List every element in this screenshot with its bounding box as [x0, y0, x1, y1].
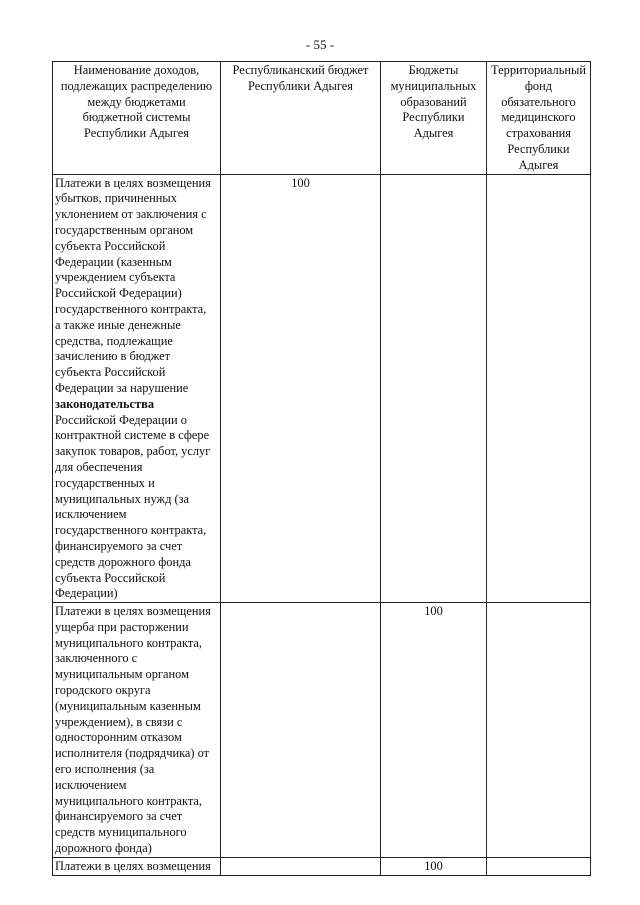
header-republican-budget — [221, 62, 381, 175]
revenue-name-line: учреждением), в связи с — [55, 714, 183, 729]
revenue-name-line: Федерации (казенным — [55, 254, 172, 269]
table-row — [53, 857, 591, 875]
header-line: Республики — [507, 141, 570, 156]
header-line: Наименование доходов, — [73, 63, 200, 77]
header-line: Республики Адыгея — [248, 78, 353, 93]
header-line: страхования — [506, 126, 571, 141]
revenue-name-line: Российской Федерации о — [55, 412, 187, 427]
republican-budget-share — [221, 857, 381, 875]
header-line: обязательного — [501, 94, 576, 109]
territorial-fund-share — [487, 857, 591, 875]
table-row — [53, 174, 591, 603]
page-number: - 55 - — [305, 37, 335, 52]
revenue-name-line: Федерации за нарушение — [55, 380, 189, 395]
header-line: подлежащих распределению — [60, 78, 213, 93]
revenue-name-line: государственного контракта, — [55, 301, 207, 316]
header-line: медицинского — [501, 110, 576, 125]
municipal-budget-share: 100 — [381, 603, 487, 858]
revenue-name-line: исполнителя (подрядчика) от — [55, 746, 210, 761]
header-line: муниципальных — [390, 78, 477, 93]
revenue-name-line: дорожного фонда) — [55, 841, 152, 856]
revenue-name-line: государственного контракта, — [55, 523, 207, 538]
revenue-name-line: заключенного с — [55, 651, 138, 666]
revenue-name-line: субъекта Российской — [55, 365, 166, 380]
revenue-name-line: Платежи в целях возмещения — [55, 175, 211, 190]
revenue-name-line: муниципального контракта, — [55, 793, 203, 808]
revenue-name-line: зачислению в бюджет — [55, 349, 171, 364]
revenue-name-line: (муниципальным казенным — [55, 698, 201, 713]
header-line: Республики Адыгея — [84, 126, 189, 141]
revenue-name-line: государственным органом — [55, 222, 194, 237]
revenue-name-line: средства, подлежащие — [55, 333, 173, 348]
revenue-name-line: Российской Федерации) — [55, 286, 182, 301]
revenue-name-line: контрактной системе в сфере — [55, 428, 210, 443]
header-line: между бюджетами — [87, 94, 186, 109]
revenue-name-line: законодательства — [55, 396, 155, 411]
revenue-distribution-table — [52, 61, 591, 876]
revenue-name-line: исключением — [55, 777, 127, 792]
revenue-name-line: ущерба при расторжении — [55, 619, 189, 634]
header-line: образований — [400, 94, 467, 109]
revenue-name-line: Платежи в целях возмещения — [55, 858, 211, 873]
header-revenue-name — [53, 62, 221, 175]
header-line: бюджетной системы — [82, 110, 191, 125]
header-line: Адыгея — [413, 126, 454, 141]
revenue-name-line: исключением — [55, 507, 127, 522]
revenue-name-line: закупок товаров, работ, услуг — [55, 444, 211, 459]
revenue-name-line: городского округа — [55, 683, 151, 698]
header-line: Республики — [402, 110, 465, 125]
header-territorial-fund — [487, 62, 591, 175]
revenue-name-cell — [53, 603, 221, 858]
territorial-fund-share — [487, 174, 591, 603]
revenue-name-line: субъекта Российской — [55, 570, 166, 585]
revenue-name-line: муниципальным органом — [55, 667, 189, 682]
revenue-name-line: учреждением субъекта — [55, 270, 176, 285]
header-municipal-budgets — [381, 62, 487, 175]
header-line: Республиканский бюджет — [232, 63, 369, 77]
republican-budget-share: 100 — [221, 174, 381, 603]
revenue-name-cell — [53, 857, 221, 875]
revenue-name-line: уклонением от заключения с — [55, 207, 207, 222]
revenue-name-line: государственных и — [55, 475, 155, 490]
municipal-budget-share — [381, 174, 487, 603]
revenue-name-line: субъекта Российской — [55, 238, 166, 253]
table-header-row — [53, 62, 591, 175]
revenue-name-line: финансируемого за счет — [55, 809, 183, 824]
table-row — [53, 603, 591, 858]
header-line: Бюджеты — [408, 63, 459, 77]
revenue-name-line: а также иные денежные — [55, 317, 181, 332]
revenue-name-line: финансируемого за счет — [55, 538, 183, 553]
republican-budget-share — [221, 603, 381, 858]
header-line: Адыгея — [518, 157, 559, 172]
revenue-name-cell — [53, 174, 221, 603]
revenue-name-line: средств муниципального — [55, 825, 187, 840]
revenue-name-line: Федерации) — [55, 586, 118, 601]
revenue-name-line: средств дорожного фонда — [55, 554, 191, 569]
revenue-name-line: односторонним отказом — [55, 730, 182, 745]
header-line: фонд — [524, 78, 553, 93]
revenue-name-line: для обеспечения — [55, 459, 143, 474]
revenue-name-line: убытков, причиненных — [55, 191, 177, 206]
territorial-fund-share — [487, 603, 591, 858]
revenue-name-line: муниципальных нужд (за — [55, 491, 190, 506]
municipal-budget-share: 100 — [381, 857, 487, 875]
revenue-name-line: Платежи в целях возмещения — [55, 604, 211, 619]
header-line: Территориальный — [491, 63, 586, 77]
revenue-name-line: его исполнения (за — [55, 762, 155, 777]
revenue-name-line: муниципального контракта, — [55, 635, 203, 650]
